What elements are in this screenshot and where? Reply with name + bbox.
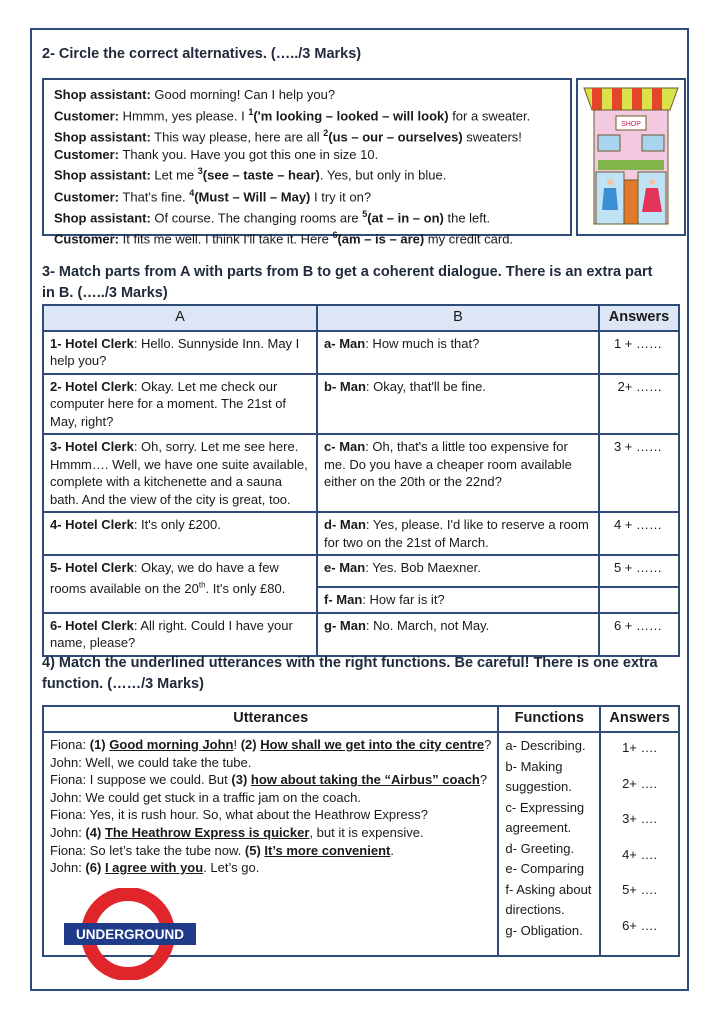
a-item-1: 1- Hotel Clerk: Hello. Sunnyside Inn. May I help you? [43, 331, 317, 374]
alternatives-choice[interactable]: (us – our – ourselves) [328, 129, 463, 145]
answer4-blank-2[interactable]: 2+ …. [622, 775, 658, 791]
dialogue-line: Shop assistant: This way please, here are all $^2$(us – our – ourselves) sweaters! [54, 127, 522, 145]
answer4-blank-4[interactable]: 4+ …. [622, 846, 658, 862]
answer4-blank-6[interactable]: 6+ …. [622, 917, 658, 933]
function-a: a- Describing. [505, 738, 586, 753]
answer-blank-1[interactable]: 1 + …… [599, 331, 679, 374]
answer-empty [599, 587, 679, 613]
shop-sign: SHOP [621, 121, 641, 128]
answers-column [600, 732, 679, 956]
column-a-header: A [43, 305, 317, 331]
function-c: c- Expressing agreement. [505, 799, 585, 835]
section3-heading-line2: in B. (…../3 Marks) [42, 285, 168, 301]
underground-logo-text: UNDERGROUND [76, 927, 184, 942]
section4-heading-line1: 4) Match the underlined utterances with the right functions. Be careful! There is one extra [42, 655, 658, 671]
answer-blank-5[interactable]: 5 + …… [599, 555, 679, 587]
section4-heading-line2: function. (……/3 Marks) [42, 676, 204, 692]
shop-illustration [576, 78, 686, 236]
underground-logo [62, 888, 202, 980]
b-item-e: e- Man: Yes. Bob Maexner. [317, 555, 599, 587]
matching-table [42, 304, 680, 657]
utterances-header: Utterances [43, 706, 498, 732]
dialogue-line: Shop assistant: Of course. The changing rooms are $^5$(at – in – on) the left. [54, 208, 491, 225]
b-item-f: f- Man: How far is it? [317, 587, 599, 613]
function-e: e- Comparing [505, 861, 585, 876]
b-item-b: b- Man: Okay, that'll be fine. [317, 374, 599, 435]
column-b-header: B [317, 305, 599, 331]
b-item-a: a- Man: How much is that? [317, 331, 599, 374]
answer-blank-3[interactable]: 3 + …… [599, 434, 679, 512]
section2-heading: 2- Circle the correct alternatives. (…../3 Marks) [42, 46, 362, 62]
a-item-3: 3- Hotel Clerk: Oh, sorry. Let me see here. Hmmm…. Well, we have one suite available, complete with a kitchenette and a sauna bath. And the view of the city is great, too. [43, 434, 317, 512]
section3-heading-line1: 3- Match parts from A with parts from B to get a coherent dialogue. There is an extra part [42, 264, 653, 280]
b-item-d: d- Man: Yes, please. I'd like to reserve a room for two on the 21st of March. [317, 512, 599, 555]
dialogue-line: Shop assistant: Good morning! Can I help you? [54, 87, 336, 102]
a-item-2: 2- Hotel Clerk: Okay. Let me check our computer here for a moment. The 21st of May, right? [43, 374, 317, 435]
function-d: d- Greeting. [505, 840, 575, 856]
answer-blank-6[interactable]: 6 + …… [599, 613, 679, 656]
dialogue-box [42, 78, 572, 246]
alternatives-choice[interactable]: (at – in – on) [367, 209, 444, 225]
answers-header-4: Answers [600, 706, 679, 732]
a-item-6: 6- Hotel Clerk: All right. Could I have your name, please? [43, 613, 317, 656]
function-f: f- Asking about directions. [505, 881, 592, 917]
dialogue-line: Customer: Hmmm, yes please. I $^1$('m looking – looked – will look) for a sweater. [54, 106, 531, 124]
alternatives-choice[interactable]: (see – taste – hear) [202, 167, 320, 183]
functions-list [498, 732, 600, 956]
alternatives-choice[interactable]: (Must – Will – May) [194, 188, 311, 204]
function-b: b- Making suggestion. [505, 758, 572, 794]
answer4-blank-5[interactable]: 5+ …. [622, 882, 658, 897]
a-item-4: 4- Hotel Clerk: It's only £200. [43, 512, 317, 555]
answer-blank-4[interactable]: 4 + …… [599, 512, 679, 555]
answers-header: Answers [599, 305, 679, 331]
answer4-blank-1[interactable]: 1+ …. [622, 740, 658, 755]
b-item-g: g- Man: No. March, not May. [317, 613, 599, 656]
functions-header: Functions [498, 706, 600, 732]
dialogue-line: Customer: It fits me well. I think I'll take it. Here $^6$(am – is – are) my credit card. [54, 229, 514, 246]
a-item-5: 5- Hotel Clerk: Okay, we do have a few rooms available on the 20th. It's only £80. [43, 555, 317, 613]
alternatives-choice[interactable]: ('m looking – looked – will look) [253, 108, 449, 124]
function-g: g- Obligation. [505, 922, 583, 938]
utterances-dialogue: Fiona: (1) Good morning John! (2) How shall we get into the city centre? John: Well, we could take the tube. Fiona: I suppose we could. But (3) how about taking the “Airbus” coach? John: We could get stuck in a traffic jam on the coach. Fiona: Yes, it is rush hour. So, what about the Heathrow Express? John: (4) The Heathrow Express is quicker, but it is expensive. Fiona: So let’s take the tube now. (5) It’s more convenient. John: (6) I agree with you. Let’s go. [43, 732, 498, 956]
b-item-c: c- Man: Oh, that's a little too expensive for me. Do you have a cheaper room available either on the 20th or the 22nd? [317, 434, 599, 512]
answer4-blank-3[interactable]: 3+ …. [622, 811, 658, 826]
alternatives-choice[interactable]: (am – is – are) [337, 230, 425, 246]
dialogue-line: Customer: That's fine. $^4$(Must – Will – May) I try it on? [54, 187, 372, 204]
answer-blank-2[interactable]: 2+ …… [599, 374, 679, 435]
dialogue-line: Customer: Thank you. Have you got this one in size 10. [54, 146, 379, 162]
dialogue-line: Shop assistant: Let me $^3$(see – taste – hear). Yes, but only in blue. [54, 166, 447, 183]
